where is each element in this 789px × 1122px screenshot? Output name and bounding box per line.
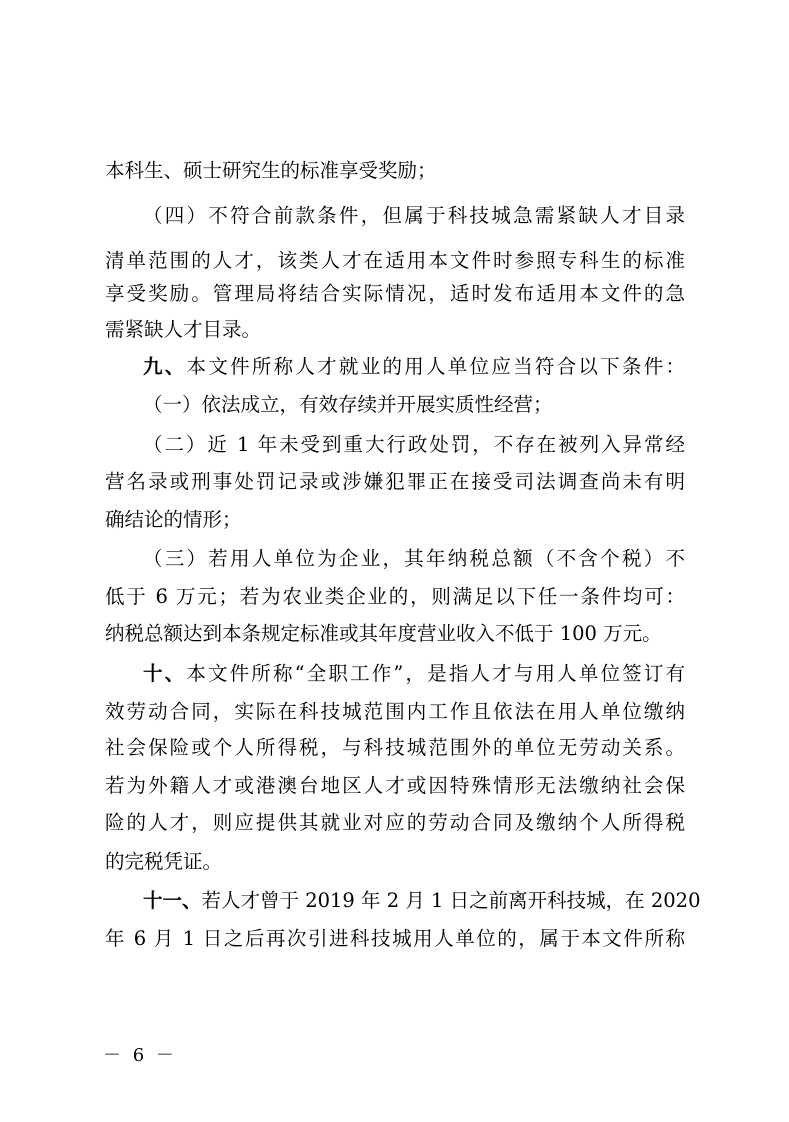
- text-line: [105, 279, 685, 309]
- line-text: （三）若用人单位为企业，其年纳税总额（不含个税）不: [143, 547, 685, 570]
- line-text: （一）依法成立，有效存续并开展实质性经营；: [143, 393, 553, 416]
- text-line: [105, 505, 685, 535]
- line-text: 若人才曾于 2019 年 2 月 1 日之前离开科技城，在 2020: [201, 889, 701, 912]
- line-text: （二）近 1 年未受到重大行政处罚，不存在被列入异常经: [143, 433, 685, 456]
- text-line: [105, 771, 685, 801]
- text-line: [143, 352, 685, 382]
- line-text: 本文件所称“全职工作”，是指人才与用人单位签订有: [186, 662, 685, 685]
- text-line: [105, 697, 685, 727]
- line-text: 纳税总额达到本条规定标准或其年度营业收入不低于 100 万元。: [105, 622, 662, 645]
- text-line: [143, 430, 685, 460]
- text-line: [105, 582, 685, 612]
- line-text: 效劳动合同，实际在科技城范围内工作且依法在用人单位缴纳: [105, 700, 685, 723]
- text-line: [105, 924, 685, 954]
- text-line: [143, 544, 685, 574]
- text-line: [105, 315, 685, 345]
- clause-number: 十、: [143, 662, 187, 685]
- line-text: 社会保险或个人所得税，与科技城范围外的单位无劳动关系。: [105, 736, 685, 759]
- text-line: [105, 847, 685, 877]
- page-number: － 6 －: [103, 1045, 177, 1066]
- text-line: [105, 733, 685, 763]
- text-line: [105, 808, 685, 838]
- line-text: 清单范围的人才，该类人才在适用本文件时参照专科生的标准: [105, 249, 685, 272]
- clause-number: 十一、: [143, 889, 202, 912]
- clause-number: 九、: [143, 355, 187, 378]
- line-text: 确结论的情形；: [105, 508, 242, 531]
- line-text: 本科生、硕士研究生的标准享受奖励；: [105, 159, 437, 182]
- text-line: [143, 886, 701, 916]
- line-text: 低于 6 万元；若为农业类企业的，则满足以下任一条件均可：: [105, 585, 685, 608]
- text-line: [105, 619, 685, 649]
- text-line: [143, 390, 685, 420]
- line-text: 年 6 月 1 日之后再次引进科技城用人单位的，属于本文件所称: [105, 927, 685, 950]
- line-text: 若为外籍人才或港澳台地区人才或因特殊情形无法缴纳社会保: [105, 774, 685, 797]
- line-text: 本文件所称人才就业的用人单位应当符合以下条件：: [186, 355, 685, 378]
- line-text: 的完税凭证。: [105, 850, 223, 873]
- line-text: 险的人才，则应提供其就业对应的劳动合同及缴纳个人所得税: [105, 811, 685, 834]
- text-line: [105, 246, 685, 276]
- text-line: [105, 467, 685, 497]
- line-text: 需紧缺人才目录。: [105, 318, 262, 341]
- line-text: （四）不符合前款条件，但属于科技城急需紧缺人才目录: [143, 204, 685, 227]
- line-text: 营名录或刑事处罚记录或涉嫌犯罪正在接受司法调查尚未有明: [105, 470, 685, 493]
- text-line: [105, 156, 685, 186]
- line-text: 享受奖励。管理局将结合实际情况，适时发布适用本文件的急: [105, 282, 685, 305]
- text-line: [143, 659, 685, 689]
- text-line: [143, 201, 685, 231]
